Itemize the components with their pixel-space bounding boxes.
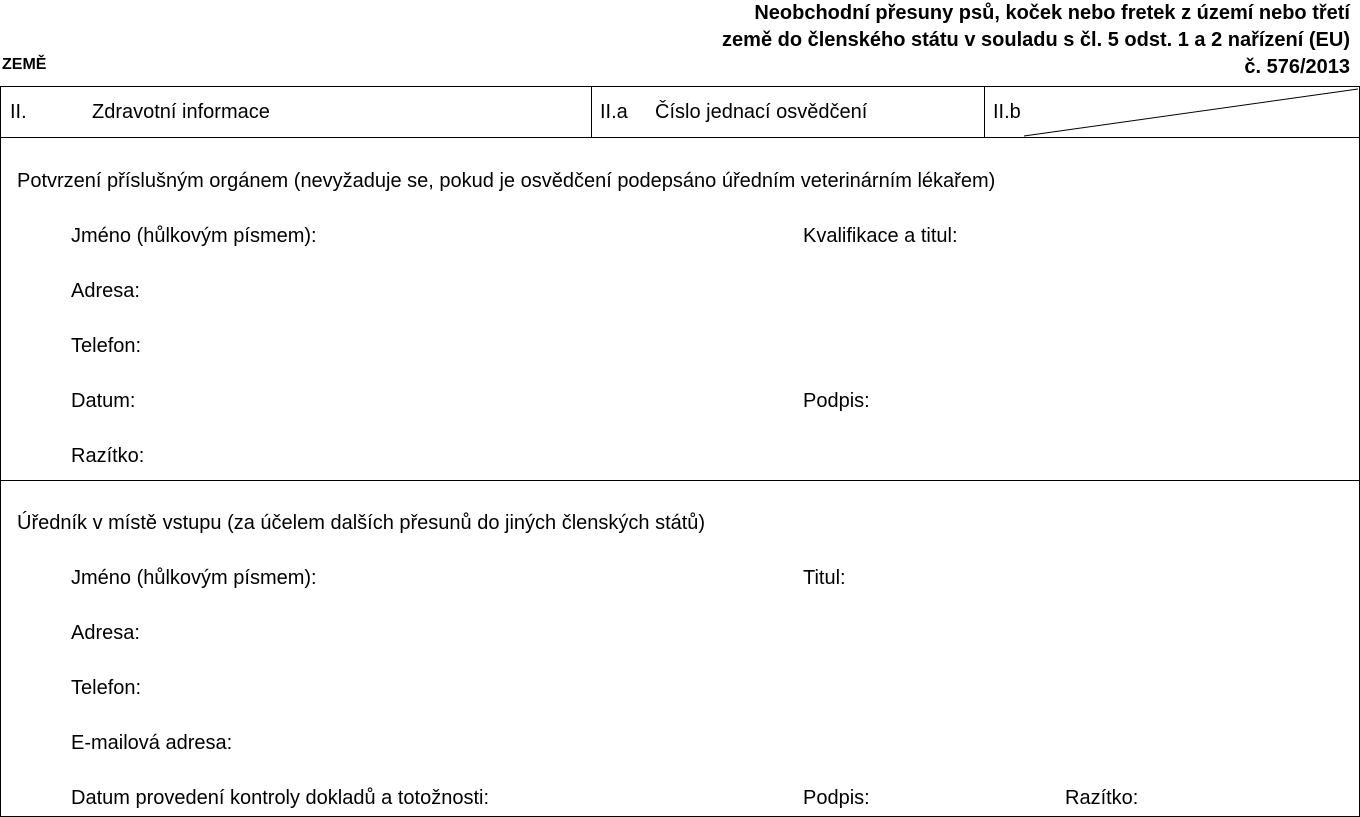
reference-title: Číslo jednací osvědčení: [655, 101, 868, 123]
title-line-2: země do členského státu v souladu s čl. 5 odst. 1 a 2 nařízení (EU): [722, 29, 1350, 51]
section-divider: [0, 480, 1360, 481]
authority-name-label: Jméno (hůlkovým písmem):: [71, 225, 317, 247]
authority-address-label: Adresa:: [71, 280, 140, 302]
officer-stamp-label: Razítko:: [1065, 787, 1139, 809]
authority-signature-label: Podpis:: [803, 390, 870, 412]
authority-stamp-label: Razítko:: [71, 445, 145, 467]
document-title: [722, 0, 1350, 81]
ii-b-label: II.b: [993, 101, 1021, 123]
reference-number-label: II.a: [600, 101, 628, 123]
authority-date-label: Datum:: [71, 390, 136, 412]
ii-b-diagonal-line: [984, 86, 1360, 138]
officer-title-label: Titul:: [803, 567, 846, 589]
authority-phone-label: Telefon:: [71, 335, 142, 357]
officer-check-date-label: Datum provedení kontroly dokladů a totožnosti:: [71, 787, 490, 809]
country-label: ZEMĚ: [2, 56, 47, 73]
officer-email-label: E-mailová adresa:: [71, 732, 233, 754]
officer-heading: Úředník v místě vstupu (za účelem dalších přesunů do jiných členských států): [17, 512, 706, 534]
column-divider-1: [591, 86, 592, 138]
officer-address-label: Adresa:: [71, 622, 140, 644]
officer-phone-label: Telefon:: [71, 677, 142, 699]
title-line-3: č. 576/2013: [1244, 56, 1350, 78]
section-number: II.: [10, 101, 27, 123]
authority-qualification-label: Kvalifikace a titul:: [803, 225, 958, 247]
authority-heading: Potvrzení příslušným orgánem (nevyžaduje se, pokud je osvědčení podepsáno úředním veterinárním lékařem): [17, 170, 996, 192]
officer-signature-label: Podpis:: [803, 787, 870, 809]
section-title: Zdravotní informace: [92, 101, 270, 123]
officer-name-label: Jméno (hůlkovým písmem):: [71, 567, 317, 589]
form-frame: [0, 86, 1360, 817]
title-line-1: Neobchodní přesuny psů, koček nebo fretek z území nebo třetí: [754, 2, 1350, 24]
